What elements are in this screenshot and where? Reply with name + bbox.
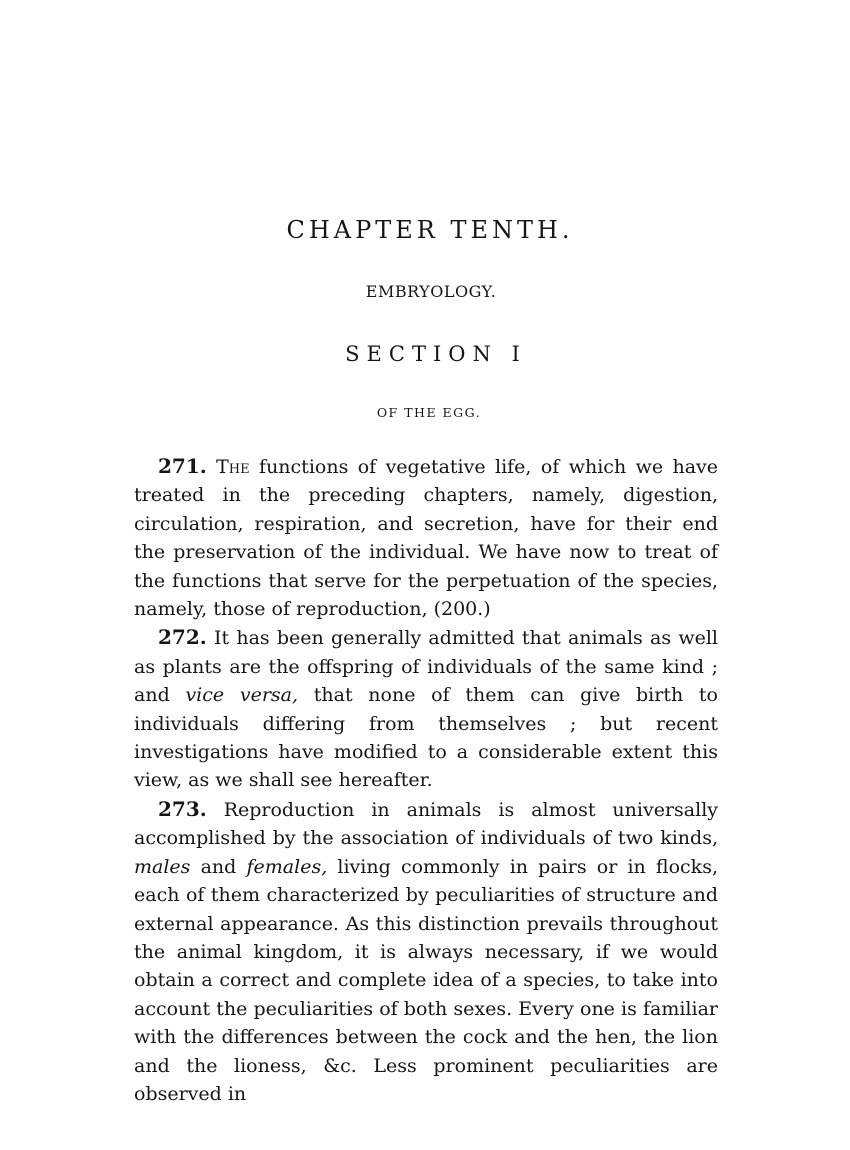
italic-word: females, (246, 855, 328, 878)
chapter-subject: EMBRYOLOGY. (365, 282, 497, 301)
chapter-title: CHAPTER TENTH. (286, 216, 574, 244)
paragraph-text: living commonly in pairs or in flocks, each of them characterized by peculiarities of structure and external appearance. As this distinction prevails throughout the animal kingdom, it is always necessary, if we would obtain a correct and complete idea of a species, to take into account the peculiarities of both sexes. Every one is familiar with the differences between the cock and the hen, the lion and the lioness, &c. Less prominent peculiarities are observed in (134, 855, 718, 1105)
paragraph-272 (134, 623, 718, 794)
paragraph-text: functions of vegetative life, of which we have treated in the preceding chapters, namely, digestion, circulation, respiration, and secretion, have for their end the preservation of the individual. We have now to treat of the functions that serve for the perpetuation of the species, namely, those of reproduction, (200.) (134, 456, 719, 621)
paragraph-271 (134, 452, 718, 623)
lead-word: The (216, 456, 250, 478)
paragraph-number: 273. (158, 796, 207, 821)
section-subtitle: OF THE EGG. (376, 405, 482, 420)
section-title: SECTION I (345, 342, 527, 366)
paragraph-text: that none of them can give birth to individuals differing from themselves ; but recent investigations have modified to a considerable extent this view, as we shall see hereafter. (134, 684, 718, 792)
paragraph-text: It has been generally admitted that animals as well as plants are the offspring of individuals of the same kind ; and (134, 627, 718, 707)
body-text (134, 452, 718, 1108)
paragraph-number: 271. (158, 454, 207, 478)
italic-phrase: vice versa, (185, 684, 299, 707)
paragraph-number: 272. (158, 625, 207, 650)
paragraph-text: and (200, 855, 237, 878)
paragraph-273 (134, 795, 718, 1108)
italic-word: males (134, 855, 191, 878)
paragraph-text: Reproduction in animals is almost universally accomplished by the association of individuals of two kinds, (134, 798, 718, 850)
